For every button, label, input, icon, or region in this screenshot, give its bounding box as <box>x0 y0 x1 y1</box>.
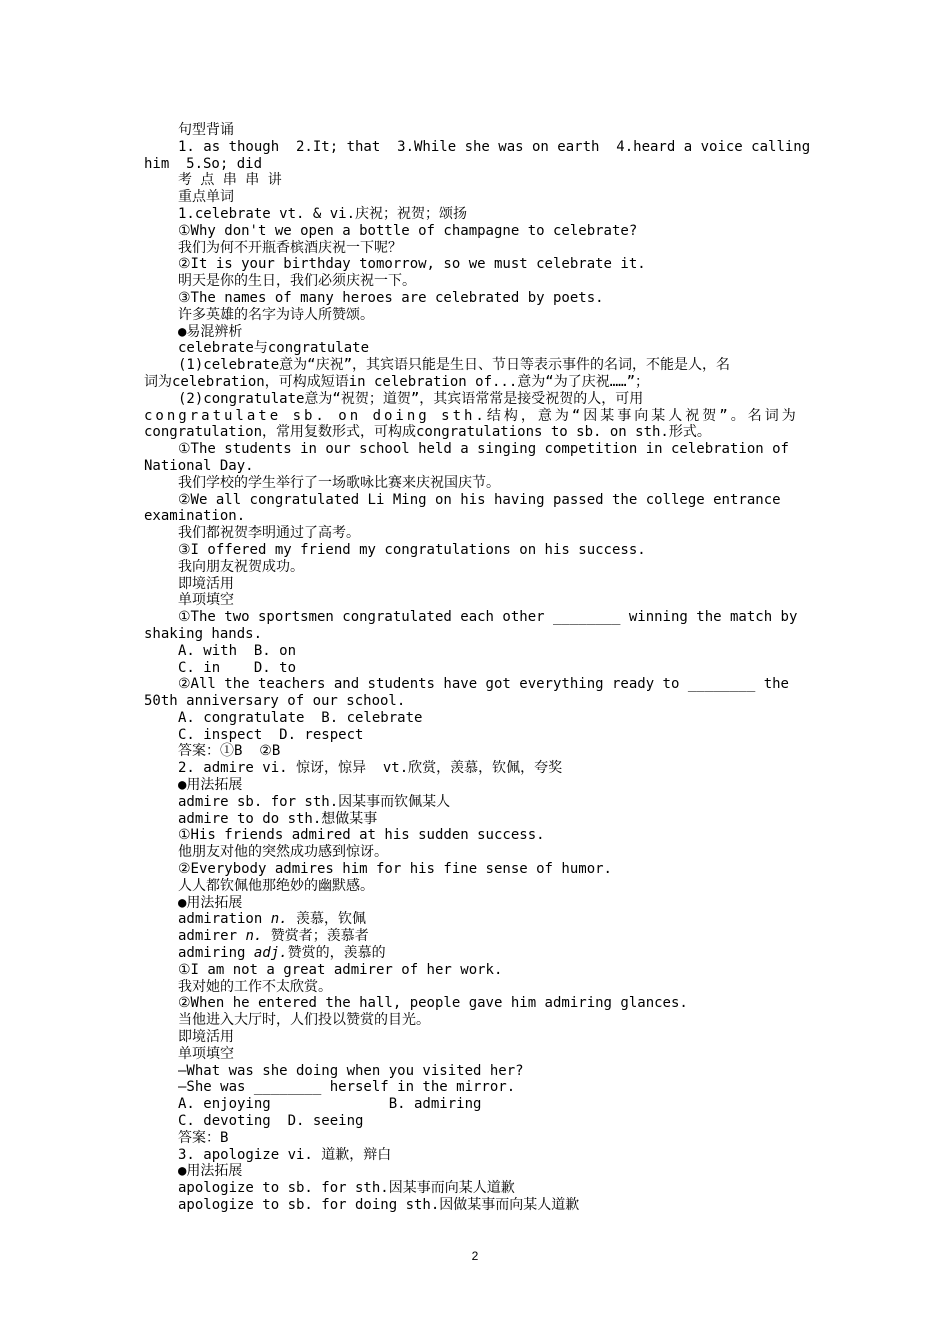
example-en: ①I am not a great admirer of her work. <box>178 961 503 978</box>
example-en: National Day. <box>144 457 254 474</box>
question-options: A. enjoying B. admiring <box>178 1096 482 1113</box>
example-zh: 我们学校的学生举行了一场歌咏比赛来庆祝国庆节。 <box>178 474 500 491</box>
derivative-line <box>144 911 806 928</box>
usage-line: admire sb. for sth.因某事而钦佩某人 <box>178 793 451 810</box>
example-en: examination. <box>144 508 246 525</box>
page-number: 2 <box>471 1249 479 1263</box>
usage-line: apologize to sb. for doing sth.因做某事而向某人道歉 <box>178 1197 580 1213</box>
note-line: congratulate sb. on doing sth.结构，意为“因某事向某人祝贺”。名词为 <box>144 407 799 424</box>
usage-heading: ●用法拓展 <box>178 777 243 794</box>
question-options: C. in D. to <box>178 659 297 676</box>
example-en: ②We all congratulated Li Ming on his having passed the college entrance <box>178 491 781 508</box>
example-en: ①The students in our school held a singing competition in celebration of <box>178 441 789 458</box>
question-line: ②All the teachers and students have got everything ready to ________ the <box>178 676 789 693</box>
example-en: ②Everybody admires him for his fine sense of humor. <box>178 861 612 878</box>
question-line: ①The two sportsmen congratulated each other ________ winning the match by <box>178 609 798 626</box>
example-en: ①Why don't we open a bottle of champagne to celebrate? <box>178 222 638 239</box>
derivative-meaning: 赞赏的，羡慕的 <box>287 945 386 962</box>
example-zh: 我们都祝贺李明通过了高考。 <box>178 525 360 542</box>
practice-type: 单项填空 <box>178 592 234 609</box>
practice-type: 单项填空 <box>178 1045 234 1062</box>
example-zh: 许多英雄的名字为诗人所赞颂。 <box>178 306 374 323</box>
example-zh: 我向朋友祝贺成功。 <box>178 558 304 575</box>
example-en: ③The names of many heroes are celebrated by poets. <box>178 289 604 306</box>
example-en: ②It is your birthday tomorrow, so we must celebrate it. <box>178 256 646 273</box>
note-line: (2)congratulate意为“祝贺；道贺”，其宾语常常是接受祝贺的人，可用 <box>178 390 644 407</box>
derivative-meaning: 羡慕，钦佩 <box>287 911 367 928</box>
note-line: 词为celebration，可构成短语in celebration of...意为“为了庆祝……”； <box>144 373 650 390</box>
example-zh: 我们为何不开瓶香槟酒庆祝一下呢？ <box>178 239 402 256</box>
example-en: ①His friends admired at his sudden success. <box>178 827 545 844</box>
example-zh: 我对她的工作不太欣赏。 <box>178 978 332 995</box>
key-words-heading: 重点单词 <box>178 189 234 206</box>
example-zh: 人人都钦佩他那绝妙的幽默感。 <box>178 877 374 894</box>
sentence-answers-line: him 5.So; did <box>144 155 263 172</box>
example-zh: 当他进入大厅时，人们投以赞赏的目光。 <box>178 1012 430 1029</box>
question-options: A. with B. on <box>178 642 297 659</box>
example-zh: 他朋友对他的突然成功感到惊讶。 <box>178 844 388 861</box>
question-options: C. devoting D. seeing <box>178 1113 364 1130</box>
usage-heading: ●用法拓展 <box>178 1163 243 1180</box>
section-title: 考 点 串 串 讲 <box>178 172 282 189</box>
question-line: shaking hands. <box>144 625 263 642</box>
question-line: 50th anniversary of our school. <box>144 693 406 710</box>
word-entry-title: 3. apologize vi. 道歉，辩白 <box>178 1146 392 1163</box>
derivative-line <box>144 928 806 945</box>
practice-heading: 即境活用 <box>178 575 234 592</box>
document-body <box>144 122 811 1214</box>
example-en: ②When he entered the hall, people gave him admiring glances. <box>178 995 688 1012</box>
word-entry-title: 1.celebrate vt. & vi.庆祝；祝贺；颂扬 <box>178 205 468 222</box>
part-of-speech: adj. <box>253 945 288 962</box>
usage-heading: ●用法拓展 <box>178 894 243 911</box>
derivative-word: admiration <box>178 911 271 928</box>
derivative-word: admiring <box>178 945 254 962</box>
answer-line: 答案：B <box>178 1129 229 1146</box>
question-options: A. congratulate B. celebrate <box>178 709 423 726</box>
example-zh: 明天是你的生日，我们必须庆祝一下。 <box>178 273 416 290</box>
note-line: (1)celebrate意为“庆祝”，其宾语只能是生日、节日等表示事件的名词，不能是人，名 <box>178 357 731 374</box>
practice-heading: 即境活用 <box>178 1029 234 1046</box>
word-entry-title: 2. admire vi. 惊讶，惊异 vt.欣赏，羡慕，钦佩，夸奖 <box>178 760 563 777</box>
derivative-meaning: 赞赏者；羡慕者 <box>262 928 369 945</box>
sentence-answers-line: 1. as though 2.It; that 3.While she was on earth 4.heard a voice calling <box>178 138 811 155</box>
confusion-heading: ●易混辨析 <box>178 323 243 340</box>
note-line: congratulation，常用复数形式，可构成congratulations to sb. on sth.形式。 <box>144 424 711 441</box>
answer-line: 答案：①B ②B <box>178 743 281 760</box>
question-line: —She was ________ herself in the mirror. <box>178 1079 516 1096</box>
sentence-review-heading: 句型背诵 <box>178 122 234 138</box>
example-en: ③I offered my friend my congratulations on his success. <box>178 541 646 558</box>
derivative-line <box>144 945 806 962</box>
part-of-speech: n. <box>245 928 263 945</box>
derivative-word: admirer <box>178 928 246 945</box>
question-line: —What was she doing when you visited her? <box>178 1062 524 1079</box>
usage-line: apologize to sb. for sth.因某事而向某人道歉 <box>178 1180 515 1197</box>
usage-line: admire to do sth.想做某事 <box>178 810 378 827</box>
part-of-speech: n. <box>270 911 288 928</box>
confusion-title: celebrate与congratulate <box>178 340 370 357</box>
question-options: C. inspect D. respect <box>178 726 364 743</box>
